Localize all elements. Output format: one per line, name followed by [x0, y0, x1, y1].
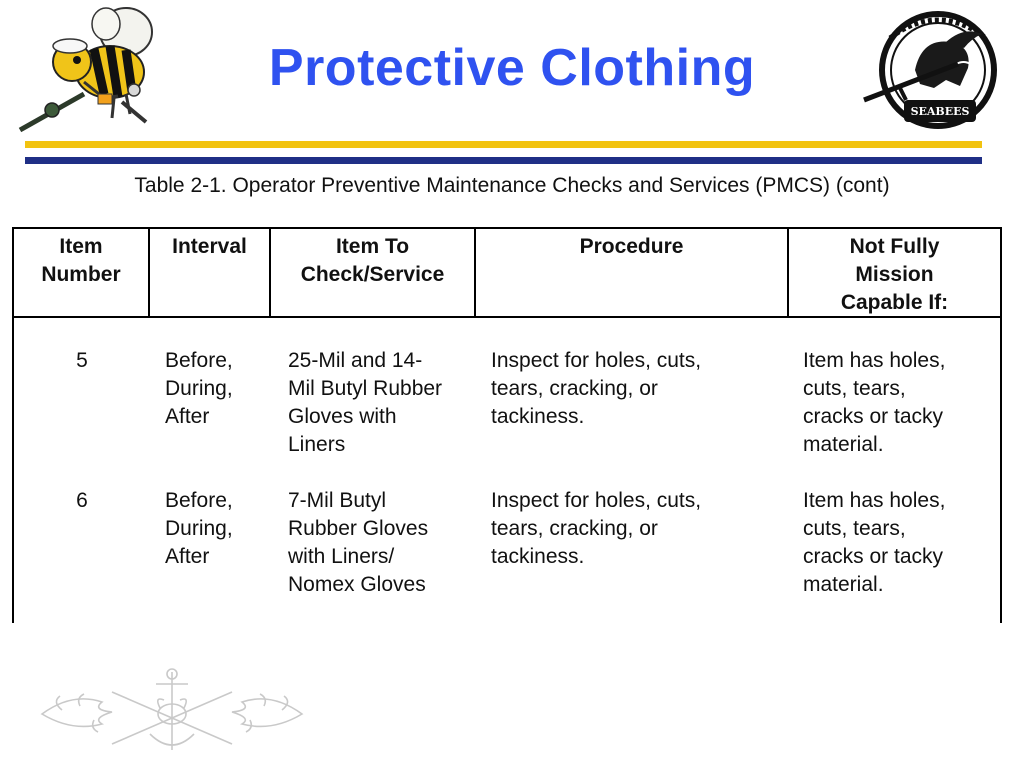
cell-line: cuts, tears, — [803, 517, 906, 540]
header-interval — [150, 229, 271, 316]
cell-line: After — [165, 545, 210, 568]
header-line: Item To — [335, 235, 410, 258]
emblem-text: SEABEES — [910, 105, 970, 118]
cell-line: 5 — [76, 349, 88, 372]
cell-item-to-check — [288, 347, 476, 459]
cell-line: 6 — [76, 489, 88, 512]
cell-line: Inspect for holes, cuts, — [491, 489, 702, 512]
cell-line: Gloves with — [288, 405, 397, 428]
cell-line: cuts, tears, — [803, 377, 906, 400]
cell-line: 7-Mil Butyl — [288, 489, 387, 512]
header-line: Not Fully — [849, 235, 940, 258]
table-header-row — [14, 229, 1000, 318]
navy-stripe — [25, 157, 982, 164]
cell-not-fully-mission-capable — [803, 347, 1000, 459]
cell-line: 25-Mil and 14- — [288, 349, 423, 372]
cell-line: cracks or tacky — [803, 545, 944, 568]
cell-procedure — [491, 487, 786, 571]
header-item-to-check — [271, 229, 476, 316]
header-not-fully-mission-capable — [789, 229, 1000, 316]
header-line: Capable If: — [840, 291, 949, 314]
header-line: Interval — [172, 235, 247, 258]
cell-line: Item has holes, — [803, 489, 946, 512]
cell-line: Liners — [288, 433, 346, 456]
cell-line: Item has holes, — [803, 349, 946, 372]
cell-interval — [165, 347, 271, 431]
cell-line: During, — [165, 517, 233, 540]
header-line: Number — [41, 263, 121, 286]
cell-line: material. — [803, 433, 884, 456]
cell-line: tears, cracking, or — [491, 377, 658, 400]
cell-not-fully-mission-capable — [803, 487, 1000, 599]
header-line: Item — [59, 235, 103, 258]
cell-line: Mil Butyl Rubber — [288, 377, 443, 400]
header-procedure — [476, 229, 789, 316]
cell-line: tackiness. — [491, 405, 585, 428]
cell-line: Rubber Gloves — [288, 517, 429, 540]
cell-line: Before, — [165, 349, 233, 372]
cell-interval — [165, 487, 271, 571]
table-row — [14, 347, 1000, 487]
cell-line: During, — [165, 377, 233, 400]
slide-title: Protective Clothing — [268, 39, 756, 97]
cell-line: tears, cracking, or — [491, 517, 658, 540]
cell-line: tackiness. — [491, 545, 585, 568]
header-line: Mission — [855, 263, 934, 286]
cell-item-to-check — [288, 487, 476, 599]
cell-line: material. — [803, 573, 884, 596]
cell-line: Inspect for holes, cuts, — [491, 349, 702, 372]
cell-item-number — [14, 347, 150, 375]
cell-line: Before, — [165, 489, 233, 512]
gold-stripe — [25, 141, 982, 148]
pmcs-table — [12, 227, 1002, 623]
cell-item-number — [14, 487, 150, 515]
cell-line: Nomex Gloves — [288, 573, 426, 596]
combat-warfare-insignia — [32, 662, 312, 762]
header-line: Check/Service — [300, 263, 445, 286]
table-row — [14, 487, 1000, 627]
cell-line: cracks or tacky — [803, 405, 944, 428]
header-item-number — [14, 229, 150, 316]
cell-line: with Liners/ — [288, 545, 395, 568]
cell-procedure — [491, 347, 786, 431]
cell-line: After — [165, 405, 210, 428]
seabees-emblem-logo — [860, 8, 1012, 133]
header-line: Procedure — [579, 235, 684, 258]
table-caption: Table 2-1. Operator Preventive Maintenance Checks and Services (PMCS) (cont) — [134, 174, 890, 197]
